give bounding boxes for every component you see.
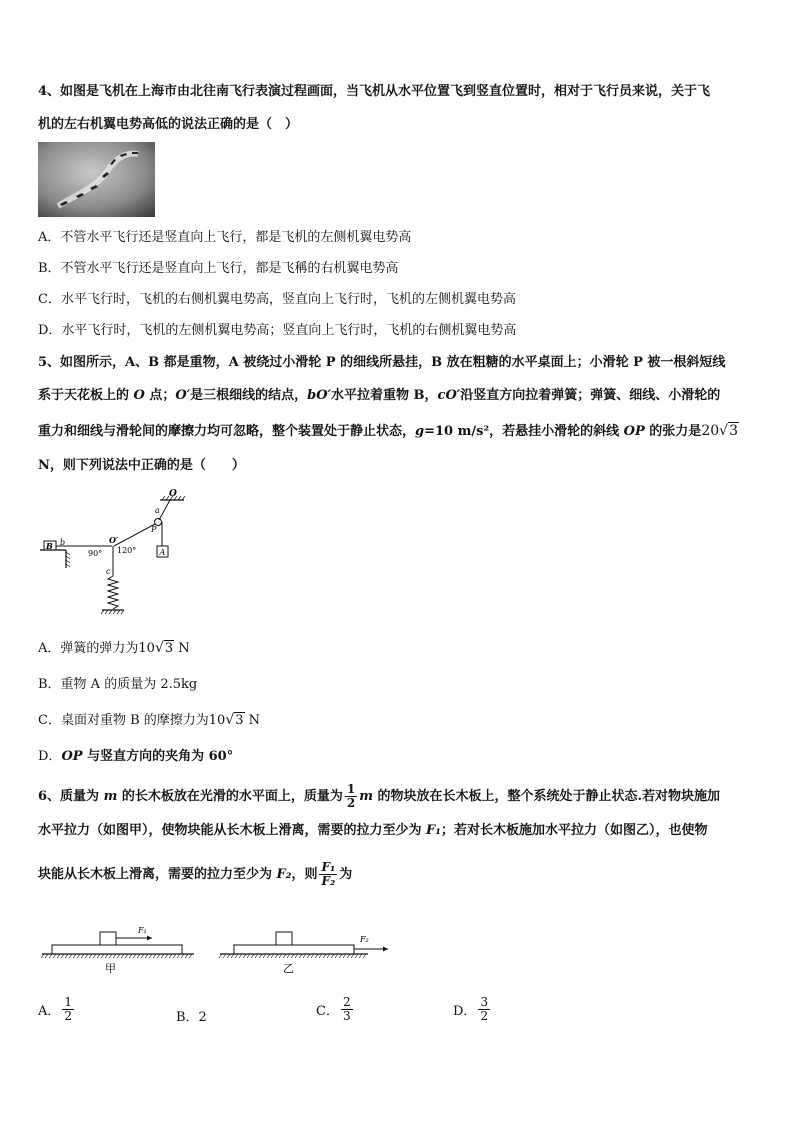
label-P: P [151, 525, 157, 534]
label-jia: 甲 [105, 962, 116, 975]
q6-stem-line3: 块能从长木板上滑离，需要的拉力至少为 F₂，则 $\frac{\text{F₁}}{\text{F₂}}$ 为 [38, 860, 353, 888]
airshow-photo [38, 142, 155, 217]
label-A: A [159, 548, 166, 557]
label-B: B [46, 541, 53, 551]
label-O: O [169, 489, 177, 499]
q5-figure [38, 488, 188, 618]
figure-jia [41, 926, 194, 975]
q6-option-d: D． $\frac{3}{2}$ [453, 995, 489, 1023]
q6-stem-line2: 水平拉力（如图甲），使物块能从长木板上滑离，需要的拉力至少为 F₁；若对长木板施加水平拉力（如图乙），也使物 [38, 823, 708, 838]
q6-option-b: B．2 [176, 1010, 207, 1025]
q4-option-d: D．水平飞行时，飞机的左侧机翼电势高；竖直向上飞行时，飞机的右侧机翼电势高 [38, 323, 517, 338]
label-Oprime: O′ [109, 535, 119, 545]
label-120: 120° [117, 546, 137, 555]
q5-option-a: A．弹簧的弹力为10√3 N [38, 640, 190, 656]
q5-option-c: C．桌面对重物 B 的摩擦力为10√3 N [38, 712, 261, 728]
half-fraction: $\frac{1}{2}$ [346, 782, 356, 810]
tension-value: 20√3 [701, 423, 738, 439]
label-b: b [60, 538, 66, 547]
q4-option-a: A．不管水平飞行还是竖直向上飞行，都是飞机的左侧机翼电势高 [38, 230, 412, 245]
label-F2: F₂ [360, 935, 369, 944]
label-a: a [155, 506, 160, 515]
label-F1: F₁ [138, 926, 147, 935]
q6-figures [38, 920, 398, 990]
figure-yi [219, 932, 388, 975]
q4-option-b: B．不管水平飞行还是竖直向上飞行，都是飞稱的右机翼电势高 [38, 261, 399, 276]
label-c: c [106, 567, 111, 576]
label-90: 90° [88, 549, 103, 558]
q4-stem-line1: 4、如图是飞机在上海市由北往南飞行表演过程画面，当飞机从水平位置飞到竖直位置时，相对于飞行员来说，关于飞 [38, 84, 711, 99]
q5-option-b: B．重物 A 的质量为 2.5kg [38, 677, 198, 692]
q5-option-d: D．OP 与竖直方向的夹角为 60° [38, 749, 234, 764]
q5-stem-line2: 系于天花板上的 O 点；O′是三根细线的结点，bO′水平拉着重物 B，cO′沿竖直方向拉着弹簧；弹簧、细线、小滑轮的 [38, 388, 721, 403]
ratio-fraction: $\frac{\text{F₁}}{\text{F₂}}$ [321, 860, 336, 888]
q4-option-c: C．水平飞行时，飞机的右侧机翼电势高，竖直向上飞行时，飞机的左侧机翼电势高 [38, 292, 516, 307]
label-yi: 乙 [283, 962, 294, 975]
q6-option-c: C． $\frac{2}{3}$ [316, 995, 351, 1023]
q5-stem-line3: 重力和细线与滑轮间的摩擦力均可忽略，整个装置处于静止状态，g=10 m/s²，若悬挂小滑轮的斜线 OP 的张力是20√3 [38, 423, 738, 439]
q6-option-a: A． $\frac{1}{2}$ [38, 995, 73, 1023]
q5-stem-line4: N，则下列说法中正确的是（ ） [38, 458, 245, 473]
q6-stem-line1: 6、质量为 m 的长木板放在光滑的水平面上，质量为 $\frac{1}{2}$ m 的物块放在长木板上，整个系统处于静止状态.若对物块施加 [38, 782, 721, 810]
q5-stem-line1: 5、如图所示，A、B 都是重物，A 被绕过小滑轮 P 的细线所悬挂，B 放在粗糖的水平桌面上；小滑轮 P 被一根斜短线 [38, 355, 726, 370]
q4-stem-line2: 机的左右机翼电势高低的说法正确的是（ ） [38, 117, 299, 132]
